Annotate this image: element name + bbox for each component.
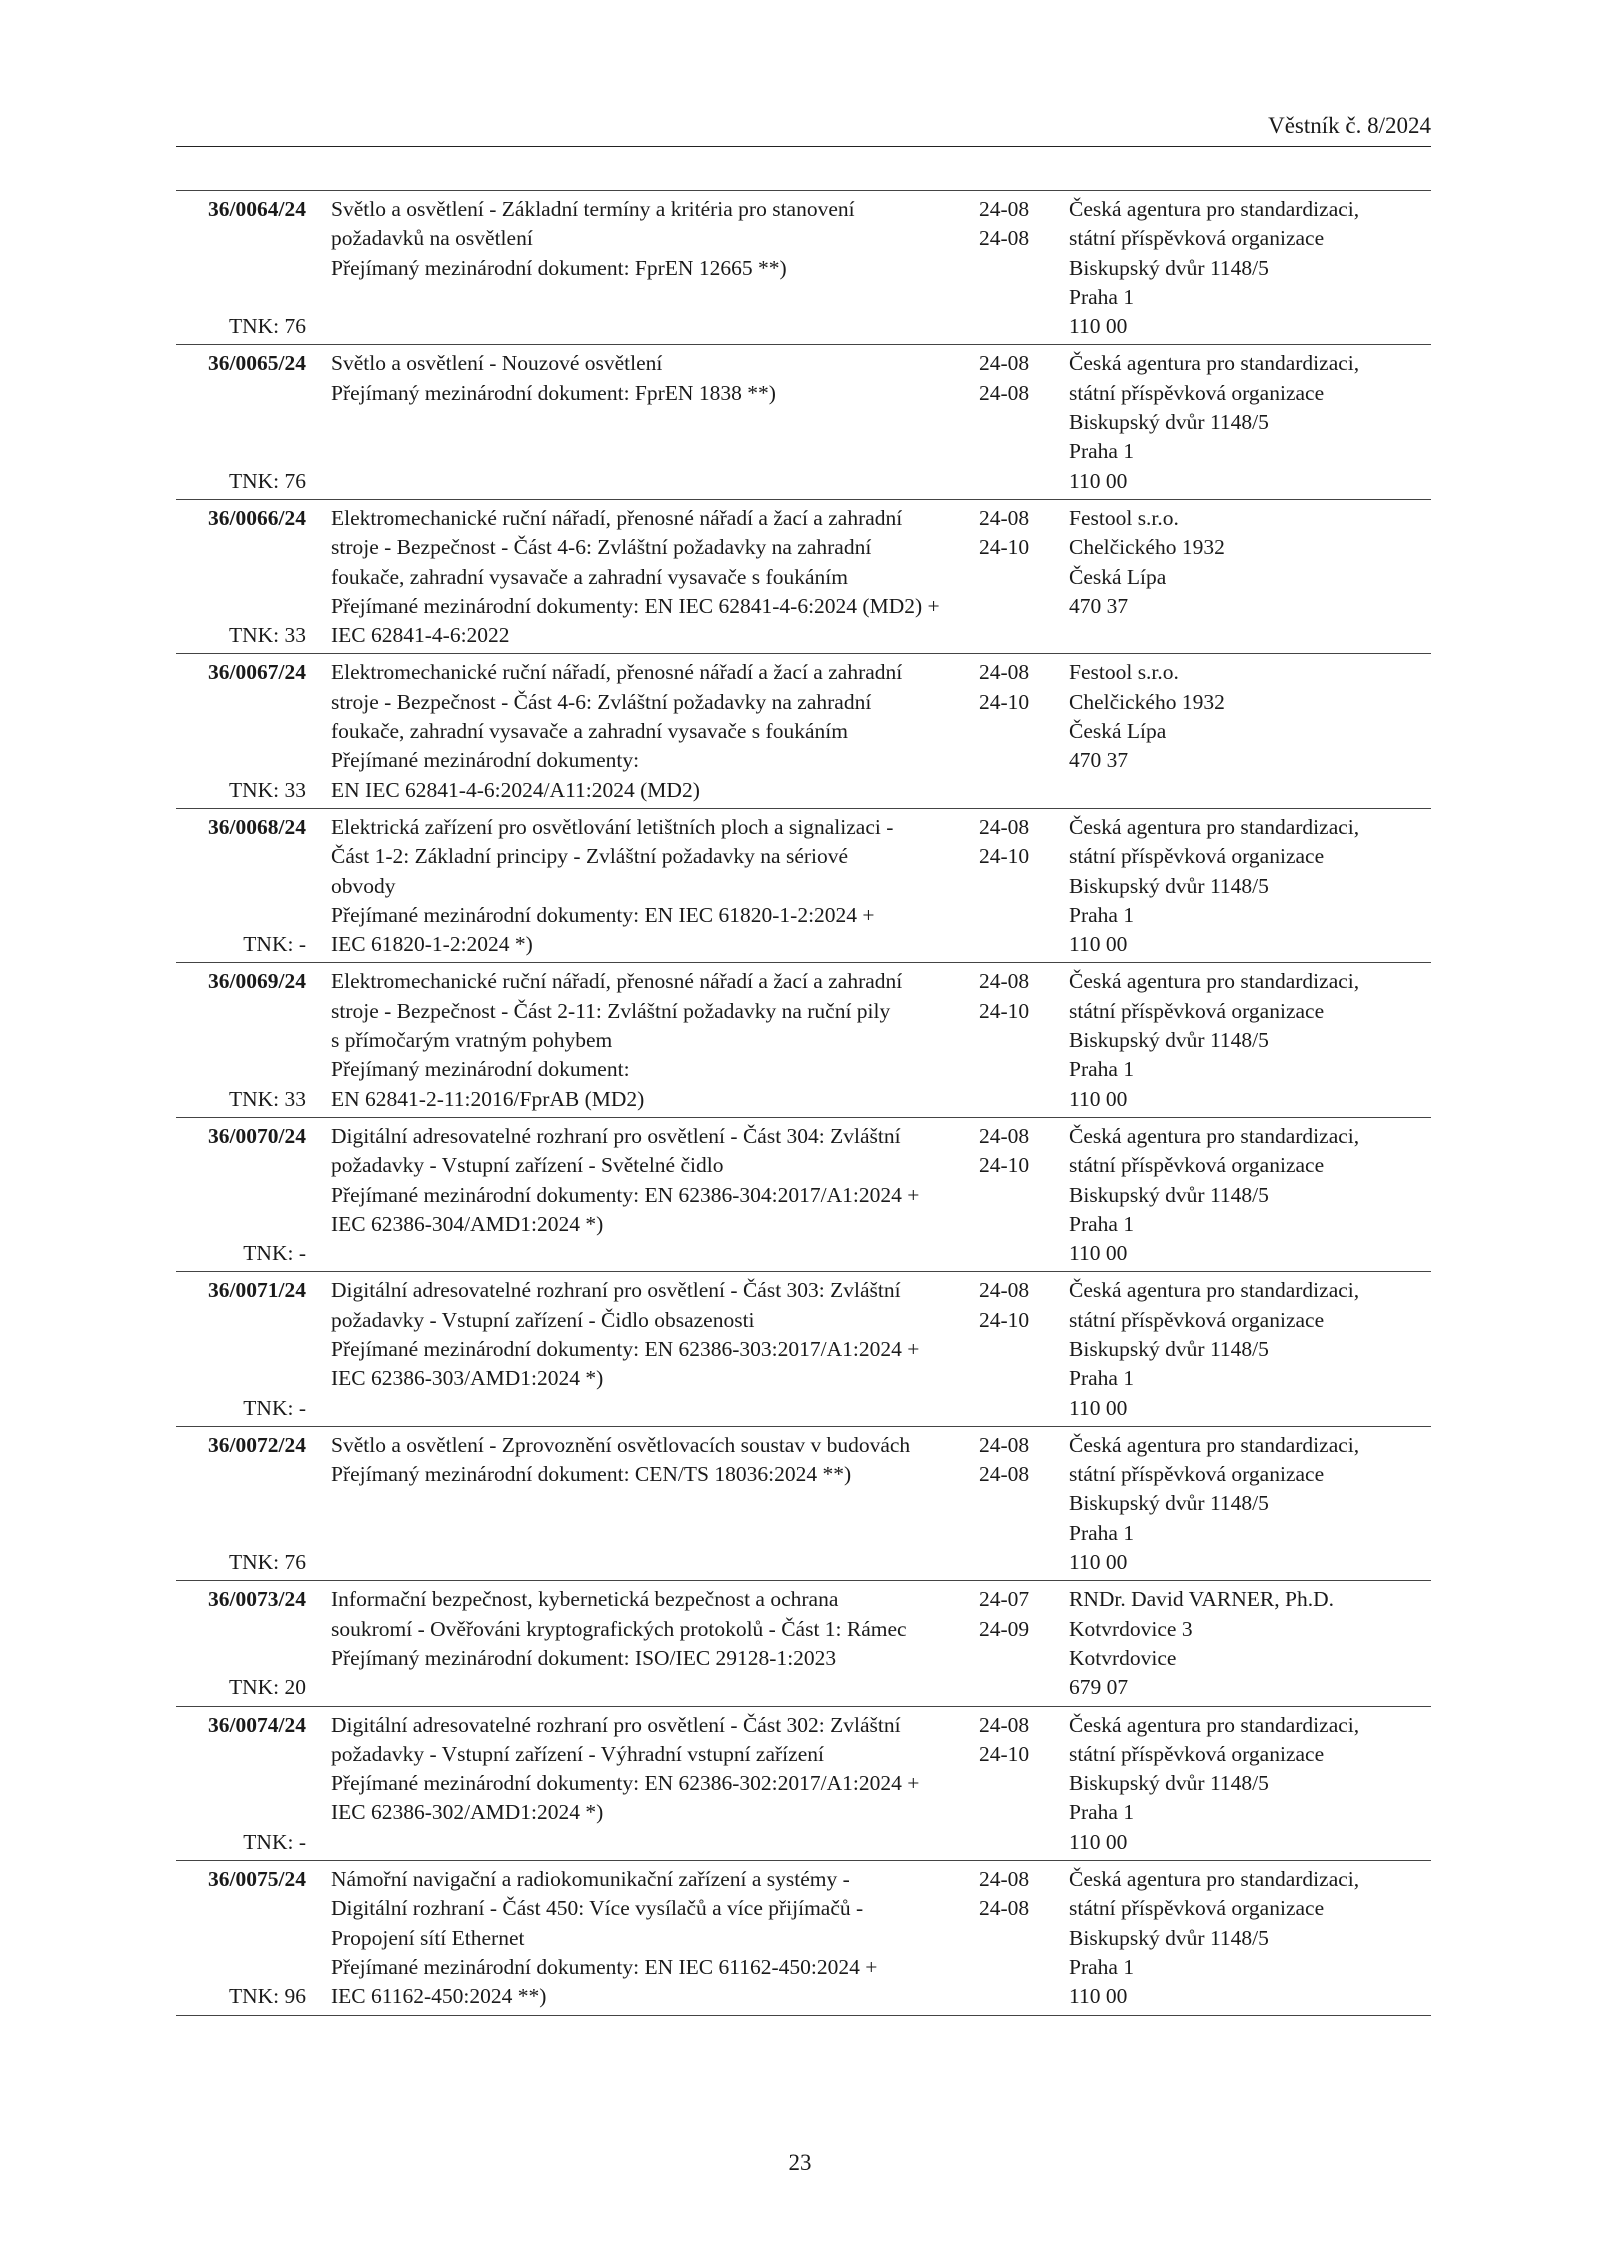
processor-line: státní příspěvková organizace	[1069, 998, 1325, 1023]
processor-line: Česká agentura pro standardizaci,	[1069, 197, 1360, 221]
tnk-label: TNK: 33	[228, 777, 306, 802]
tnk-label: TNK: 20	[228, 1675, 306, 1700]
title-line: Světlo a osvětlení - Základní termíny a kritéria pro stanovení	[331, 197, 855, 221]
date-value: 24-10	[979, 1307, 1030, 1332]
processor-line: 110 00	[1069, 468, 1128, 493]
entry-dates	[974, 813, 1069, 959]
header-rule	[176, 146, 1431, 147]
entry-id: 36/0065/24	[208, 351, 306, 376]
entry-dates	[974, 349, 1069, 495]
entry-dates	[974, 1711, 1069, 1857]
entry-dates	[974, 967, 1069, 1113]
entry-id-column	[176, 658, 306, 804]
processor-line: Praha 1	[1069, 1954, 1135, 1979]
title-line: Informační bezpečnost, kybernetická bezpečnost a ochrana	[331, 1587, 839, 1612]
date-value: 24-08	[979, 1712, 1030, 1737]
date-value: 24-08	[979, 351, 1030, 376]
page-number: 23	[788, 2150, 812, 2175]
table-row	[176, 809, 1431, 963]
processor-line: státní příspěvková organizace	[1069, 226, 1325, 251]
date-value: 24-08	[979, 1867, 1030, 1892]
title-line: IEC 62841-4-6:2022	[331, 623, 510, 648]
title-line: Světlo a osvětlení - Nouzové osvětlení	[331, 351, 663, 376]
entry-id: 36/0067/24	[208, 660, 306, 685]
processor-line: 110 00	[1069, 932, 1128, 957]
processor-line: 110 00	[1069, 1395, 1128, 1420]
date-value: 24-08	[979, 1462, 1030, 1487]
date-value: 24-08	[979, 1123, 1030, 1148]
title-line: foukače, zahradní vysavače a zahradní vysavače s foukáním	[331, 564, 848, 589]
title-line: Přejímané mezinárodní dokumenty: EN IEC 62841-4-6:2024 (MD2) +	[331, 593, 940, 618]
entry-dates	[974, 658, 1069, 804]
date-value: 24-10	[979, 535, 1030, 560]
processor-line: Praha 1	[1069, 1800, 1135, 1825]
tnk-label: TNK: -	[243, 1829, 306, 1854]
processor-line: 470 37	[1069, 748, 1129, 773]
processor-line: 110 00	[1069, 1241, 1128, 1266]
table-row	[176, 963, 1431, 1117]
table-row	[176, 1861, 1431, 2015]
title-line: požadavků na osvětlení	[331, 226, 533, 251]
entry-title	[306, 195, 974, 341]
processor-line: státní příspěvková organizace	[1069, 1462, 1325, 1487]
processor-line: Česká agentura pro standardizaci,	[1069, 1278, 1360, 1303]
processor-line: Kotvrdovice 3	[1069, 1616, 1193, 1641]
date-value: 24-10	[979, 1741, 1030, 1766]
entry-processor	[1069, 195, 1431, 341]
entry-dates	[974, 1122, 1069, 1268]
processor-line: Biskupský dvůr 1148/5	[1069, 873, 1269, 898]
entry-id-column	[176, 195, 306, 341]
date-value: 24-08	[979, 226, 1030, 251]
entry-id-column	[176, 1865, 306, 2011]
title-line: Přejímané mezinárodní dokumenty: EN 62386-302:2017/A1:2024 +	[331, 1771, 920, 1796]
processor-line: 470 37	[1069, 593, 1129, 618]
date-value: 24-10	[979, 844, 1030, 869]
title-line: požadavky - Vstupní zařízení - Výhradní vstupní zařízení	[331, 1741, 824, 1766]
tnk-label: TNK: 76	[228, 1550, 306, 1575]
table-row	[176, 1581, 1431, 1706]
entry-id-column	[176, 967, 306, 1113]
processor-line: Praha 1	[1069, 1520, 1135, 1545]
entries-table	[176, 190, 1431, 2016]
title-line: požadavky - Vstupní zařízení - Světelné čidlo	[331, 1153, 724, 1178]
processor-line: státní příspěvková organizace	[1069, 1741, 1325, 1766]
entry-processor	[1069, 658, 1431, 804]
title-line: EN IEC 62841-4-6:2024/A11:2024 (MD2)	[331, 777, 700, 802]
title-line: Přejímané mezinárodní dokumenty: EN IEC 61820-1-2:2024 +	[331, 902, 875, 927]
entry-id: 36/0075/24	[208, 1867, 306, 1892]
date-value: 24-08	[979, 1896, 1030, 1921]
title-line: Elektromechanické ruční nářadí, přenosné nářadí a žací a zahradní	[331, 660, 903, 685]
entry-processor	[1069, 1865, 1431, 2011]
entry-dates	[974, 1431, 1069, 1577]
processor-line: Biskupský dvůr 1148/5	[1069, 1771, 1269, 1796]
entry-title	[306, 658, 974, 804]
entry-dates	[974, 1865, 1069, 2011]
title-line: Digitální adresovatelné rozhraní pro osvětlení - Část 303: Zvláštní	[331, 1278, 901, 1303]
title-line: obvody	[331, 873, 396, 898]
entry-id-column	[176, 349, 306, 495]
entry-title	[306, 349, 974, 495]
tnk-label: TNK: 96	[228, 1984, 306, 2009]
processor-line: Biskupský dvůr 1148/5	[1069, 410, 1269, 435]
entry-processor	[1069, 349, 1431, 495]
entry-id: 36/0069/24	[208, 969, 306, 994]
title-line: Přejímané mezinárodní dokumenty: EN IEC 61162-450:2024 +	[331, 1954, 878, 1979]
processor-line: Praha 1	[1069, 1366, 1135, 1391]
entry-processor	[1069, 1276, 1431, 1422]
title-line: Přejímané mezinárodní dokumenty:	[331, 748, 640, 773]
entry-title	[306, 813, 974, 959]
title-line: Světlo a osvětlení - Zprovoznění osvětlovacích soustav v budovách	[331, 1432, 911, 1457]
entry-id: 36/0066/24	[208, 505, 306, 530]
entry-processor	[1069, 504, 1431, 650]
title-line: Přejímané mezinárodní dokumenty: EN 62386-304:2017/A1:2024 +	[331, 1182, 920, 1207]
date-value: 24-08	[979, 969, 1030, 994]
processor-line: Praha 1	[1069, 439, 1135, 464]
processor-line: Česká Lípa	[1069, 564, 1167, 589]
table-row	[176, 191, 1431, 345]
title-line: stroje - Bezpečnost - Část 4-6: Zvláštní požadavky na zahradní	[331, 689, 872, 714]
table-row	[176, 1707, 1431, 1861]
title-line: Propojení sítí Ethernet	[331, 1925, 525, 1950]
tnk-label: TNK: -	[243, 1241, 306, 1266]
journal-title: Věstník č. 8/2024	[1268, 113, 1431, 138]
processor-line: Česká agentura pro standardizaci,	[1069, 351, 1360, 376]
processor-line: Kotvrdovice	[1069, 1645, 1177, 1670]
date-value: 24-10	[979, 689, 1030, 714]
title-line: požadavky - Vstupní zařízení - Čidlo obsazenosti	[331, 1307, 755, 1332]
entry-id-column	[176, 1585, 306, 1702]
entry-processor	[1069, 1585, 1431, 1702]
processor-line: Praha 1	[1069, 1057, 1135, 1082]
title-line: stroje - Bezpečnost - Část 2-11: Zvláštní požadavky na ruční pily	[331, 998, 891, 1023]
tnk-label: TNK: -	[243, 1395, 306, 1420]
title-line: foukače, zahradní vysavače a zahradní vysavače s foukáním	[331, 719, 848, 744]
processor-line: Biskupský dvůr 1148/5	[1069, 1925, 1269, 1950]
processor-line: Česká Lípa	[1069, 719, 1167, 744]
title-line: Přejímaný mezinárodní dokument: CEN/TS 18036:2024 **)	[331, 1462, 852, 1487]
entry-title	[306, 967, 974, 1113]
processor-line: 679 07	[1069, 1675, 1129, 1700]
processor-line: státní příspěvková organizace	[1069, 844, 1325, 869]
title-line: IEC 61162-450:2024 **)	[331, 1984, 547, 2009]
title-line: Elektrická zařízení pro osvětlování letištních ploch a signalizaci -	[331, 814, 894, 839]
title-line: Digitální rozhraní - Část 450: Více vysílačů a více přijímačů -	[331, 1896, 864, 1921]
processor-line: Česká agentura pro standardizaci,	[1069, 1432, 1360, 1457]
entry-processor	[1069, 1431, 1431, 1577]
title-line: Elektromechanické ruční nářadí, přenosné nářadí a žací a zahradní	[331, 505, 903, 530]
date-value: 24-08	[979, 1278, 1030, 1303]
date-value: 24-10	[979, 998, 1030, 1023]
processor-line: 110 00	[1069, 1086, 1128, 1111]
title-line: Elektromechanické ruční nářadí, přenosné nářadí a žací a zahradní	[331, 969, 903, 994]
processor-line: 110 00	[1069, 1984, 1128, 2009]
title-line: soukromí - Ověřováni kryptografických protokolů - Část 1: Rámec	[331, 1616, 907, 1641]
processor-line: Praha 1	[1069, 284, 1135, 309]
entry-id: 36/0071/24	[208, 1278, 306, 1303]
title-line: Digitální adresovatelné rozhraní pro osvětlení - Část 302: Zvláštní	[331, 1712, 901, 1737]
title-line: IEC 61820-1-2:2024 *)	[331, 932, 533, 957]
entry-id: 36/0073/24	[208, 1587, 306, 1612]
processor-line: Česká agentura pro standardizaci,	[1069, 1867, 1360, 1892]
title-line: EN 62841-2-11:2016/FprAB (MD2)	[331, 1086, 645, 1111]
title-line: Přejímané mezinárodní dokumenty: EN 62386-303:2017/A1:2024 +	[331, 1336, 920, 1361]
entry-id: 36/0072/24	[208, 1432, 306, 1457]
entry-id-column	[176, 813, 306, 959]
processor-line: Biskupský dvůr 1148/5	[1069, 1028, 1269, 1053]
processor-line: Biskupský dvůr 1148/5	[1069, 1491, 1269, 1516]
entry-title	[306, 504, 974, 650]
title-line: stroje - Bezpečnost - Část 4-6: Zvláštní požadavky na zahradní	[331, 535, 872, 560]
table-row	[176, 345, 1431, 499]
processor-line: 110 00	[1069, 1550, 1128, 1575]
processor-line: Chelčického 1932	[1069, 689, 1225, 714]
processor-line: Chelčického 1932	[1069, 535, 1225, 560]
entry-id: 36/0064/24	[208, 197, 306, 221]
table-row	[176, 500, 1431, 654]
processor-line: Česká agentura pro standardizaci,	[1069, 814, 1360, 839]
entry-title	[306, 1865, 974, 2011]
processor-line: Praha 1	[1069, 1211, 1135, 1236]
date-value: 24-08	[979, 380, 1030, 405]
processor-line: Festool s.r.o.	[1069, 660, 1179, 685]
tnk-label: TNK: 33	[228, 1086, 306, 1111]
entry-id-column	[176, 1711, 306, 1857]
processor-line: Česká agentura pro standardizaci,	[1069, 969, 1360, 994]
entry-processor	[1069, 813, 1431, 959]
processor-line: Biskupský dvůr 1148/5	[1069, 255, 1269, 280]
title-line: IEC 62386-302/AMD1:2024 *)	[331, 1800, 604, 1825]
title-line: IEC 62386-303/AMD1:2024 *)	[331, 1366, 604, 1391]
entry-processor	[1069, 1711, 1431, 1857]
entry-id: 36/0068/24	[208, 814, 306, 839]
title-line: Přejímaný mezinárodní dokument:	[331, 1057, 630, 1082]
entry-id-column	[176, 1431, 306, 1577]
table-row	[176, 1118, 1431, 1272]
tnk-label: TNK: 33	[228, 623, 306, 648]
entry-title	[306, 1711, 974, 1857]
entry-id: 36/0070/24	[208, 1123, 306, 1148]
date-value: 24-08	[979, 660, 1030, 685]
entry-title	[306, 1276, 974, 1422]
processor-line: státní příspěvková organizace	[1069, 1153, 1325, 1178]
tnk-label: TNK: -	[243, 932, 306, 957]
entry-title	[306, 1431, 974, 1577]
date-value: 24-08	[979, 1432, 1030, 1457]
entry-id: 36/0074/24	[208, 1712, 306, 1737]
entry-title	[306, 1585, 974, 1702]
entry-processor	[1069, 1122, 1431, 1268]
processor-line: Praha 1	[1069, 902, 1135, 927]
processor-line: 110 00	[1069, 314, 1128, 339]
table-row	[176, 1272, 1431, 1426]
entry-id-column	[176, 1276, 306, 1422]
processor-line: RNDr. David VARNER, Ph.D.	[1069, 1587, 1335, 1612]
title-line: Digitální adresovatelné rozhraní pro osvětlení - Část 304: Zvláštní	[331, 1123, 901, 1148]
date-value: 24-08	[979, 814, 1030, 839]
date-value: 24-09	[979, 1616, 1030, 1641]
table-row	[176, 654, 1431, 808]
processor-line: Biskupský dvůr 1148/5	[1069, 1182, 1269, 1207]
processor-line: státní příspěvková organizace	[1069, 1896, 1325, 1921]
date-value: 24-10	[979, 1153, 1030, 1178]
tnk-label: TNK: 76	[228, 314, 306, 339]
processor-line: Česká agentura pro standardizaci,	[1069, 1712, 1360, 1737]
entry-dates	[974, 504, 1069, 650]
date-value: 24-08	[979, 197, 1030, 221]
entry-dates	[974, 1585, 1069, 1702]
tnk-label: TNK: 76	[228, 468, 306, 493]
title-line: IEC 62386-304/AMD1:2024 *)	[331, 1211, 604, 1236]
processor-line: státní příspěvková organizace	[1069, 380, 1325, 405]
processor-line: státní příspěvková organizace	[1069, 1307, 1325, 1332]
title-line: Námořní navigační a radiokomunikační zařízení a systémy -	[331, 1867, 850, 1892]
entry-dates	[974, 195, 1069, 341]
title-line: Část 1-2: Základní principy - Zvláštní požadavky na sériové	[331, 844, 849, 869]
entry-title	[306, 1122, 974, 1268]
date-value: 24-08	[979, 505, 1030, 530]
entry-id-column	[176, 504, 306, 650]
entry-dates	[974, 1276, 1069, 1422]
processor-line: Česká agentura pro standardizaci,	[1069, 1123, 1360, 1148]
entry-id-column	[176, 1122, 306, 1268]
table-row	[176, 1427, 1431, 1581]
processor-line: Biskupský dvůr 1148/5	[1069, 1336, 1269, 1361]
entry-processor	[1069, 967, 1431, 1113]
title-line: s přímočarým vratným pohybem	[331, 1028, 613, 1053]
date-value: 24-07	[979, 1587, 1030, 1612]
processor-line: 110 00	[1069, 1829, 1128, 1854]
title-line: Přejímaný mezinárodní dokument: FprEN 12665 **)	[331, 255, 787, 280]
title-line: Přejímaný mezinárodní dokument: ISO/IEC 29128-1:2023	[331, 1645, 837, 1670]
title-line: Přejímaný mezinárodní dokument: FprEN 1838 **)	[331, 380, 776, 405]
processor-line: Festool s.r.o.	[1069, 505, 1179, 530]
